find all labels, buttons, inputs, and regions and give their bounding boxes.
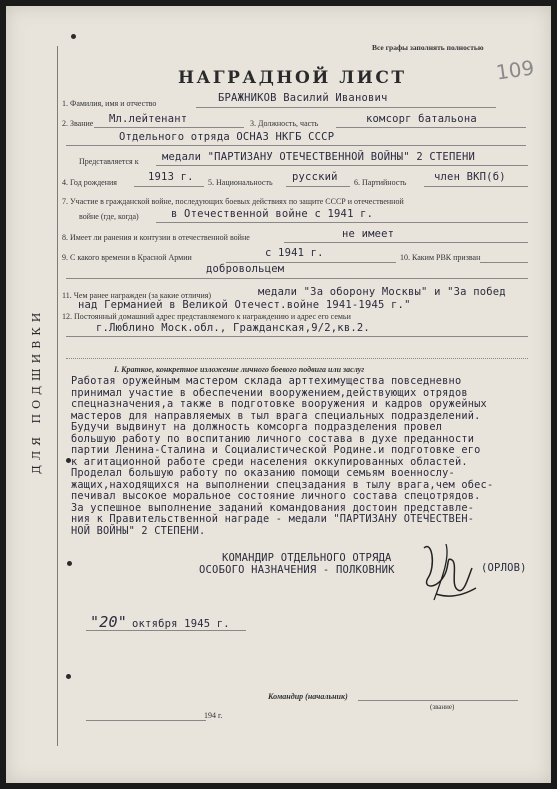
- field-4-value: 1913 г.: [148, 171, 194, 183]
- footer-commander: Командир (начальник): [268, 692, 348, 701]
- commander-signature: [406, 538, 486, 606]
- footer-rank: (звание): [430, 703, 455, 711]
- punch-hole: [67, 561, 72, 566]
- field-11-label: 11. Чем ранее награжден (за какие отличия): [62, 291, 212, 300]
- date-day: "20": [90, 613, 127, 631]
- commander-line-1: КОМАНДИР ОТДЕЛЬНОГО ОТРЯДА: [222, 552, 392, 564]
- field-9-value: с 1941 г.: [265, 247, 324, 259]
- field-9-label: 9. С какого времени в Красной Армии: [62, 253, 192, 262]
- presented-value: медали "ПАРТИЗАНУ ОТЕЧЕСТВЕННОЙ ВОЙНЫ" 2 СТЕПЕНИ: [162, 151, 476, 163]
- footer-year: 194 г.: [204, 711, 223, 720]
- feat-line: За успешное выполнение заданий командования достоин представле-: [71, 501, 475, 514]
- field-5-label: 5. Национальность: [208, 178, 273, 187]
- field-1-value: БРАЖНИКОВ Василий Иванович: [218, 92, 388, 104]
- field-4-label: 4. Год рождения: [62, 178, 117, 187]
- pencil-number: 109: [494, 55, 536, 85]
- commander-line-2: ОСОБОГО НАЗНАЧЕНИЯ - ПОЛКОВНИК: [199, 564, 395, 576]
- field-8-label: 8. Имеет ли ранения и контузии в отечественной войне: [62, 233, 250, 242]
- feat-line: к агитационной работе среди населения оккупированных областей.: [71, 455, 468, 468]
- binding-margin-line: [57, 46, 58, 746]
- field-3-label: 3. Должность, часть: [250, 119, 319, 128]
- section-heading: I. Краткое, конкретное изложение личного боевого подвига или заслуг: [114, 365, 365, 374]
- feat-line: большую работу по воспитанию личного состава в духе преданности: [71, 432, 475, 445]
- field-10-value: добровольцем: [206, 263, 285, 275]
- field-6-value: член ВКП(б): [434, 171, 506, 183]
- date-rest: октября 1945 г.: [132, 618, 230, 630]
- field-10-label: 10. Каким РВК призван: [400, 253, 481, 262]
- field-7-label-a: 7. Участие в гражданской войне, последующих боевых действиях по защите СССР и отечественной: [62, 197, 404, 206]
- field-2-label: 2. Звание: [62, 119, 94, 128]
- feat-line: НОЙ ВОЙНЫ" 2 СТЕПЕНИ.: [71, 524, 206, 537]
- commander-name: (ОРЛОВ): [481, 562, 527, 574]
- punch-hole: [71, 34, 76, 39]
- feat-line: Будучи выдвинут на должность комсорга подразделения провел: [71, 421, 443, 433]
- field-7-value: в Отечественной войне с 1941 г.: [171, 208, 374, 220]
- feat-line: партии Ленина-Сталина и Социалистической Родине.и подготовке его: [71, 444, 481, 456]
- field-12-value: г.Люблино Моск.обл., Гражданская,9/2,кв.2.: [96, 322, 370, 334]
- presented-label: Представляется к: [79, 157, 139, 166]
- feat-line: ния к Правительственной награде - медали "ПАРТИЗАНУ ОТЕЧЕСТВЕН-: [71, 513, 475, 525]
- field-6-label: 6. Партийность: [354, 178, 407, 187]
- header-note: Все графы заполнять полностью: [372, 43, 484, 52]
- field-11-value-b: над Германией в Великой Отечест.войне 1941-1945 г.": [78, 299, 411, 311]
- feat-text: [71, 376, 551, 537]
- field-8-value: не имеет: [342, 228, 395, 240]
- feat-line: Проделал большую работу по оказанию помощи семьям военнослу-: [71, 467, 455, 479]
- field-11-value-a: медали "За оборону Москвы" и "За побед: [258, 286, 506, 298]
- page-title: НАГРАДНОЙ ЛИСТ: [178, 68, 407, 88]
- punch-hole: [66, 674, 71, 679]
- field-7-label-b: войне (где, когда): [79, 212, 139, 221]
- field-3-value: комсорг батальона: [366, 113, 477, 125]
- field-1-label: 1. Фамилия, имя и отчество: [62, 99, 157, 108]
- feat-line: принимал участие в обеспечении вооружением,действующих отрядов: [71, 386, 468, 399]
- field-5-value: русский: [292, 171, 338, 183]
- feat-line: Работая оружейным мастером склада арттехимущества повседневно: [71, 375, 462, 387]
- field-2-value: Мл.лейтенант: [109, 113, 188, 125]
- feat-line: спецназначения,а также в подготовке вооружения и кадров оружейных: [71, 398, 487, 410]
- feat-line: печивал высокое моральное состояние личного состава спецотрядов.: [71, 490, 481, 502]
- binding-label: ДЛЯ ПОДШИВКИ: [30, 307, 43, 475]
- feat-line: жащих,находящихся на выполнении спецзадания в тылу врага,чем обес-: [71, 478, 494, 491]
- field-12-label: 12. Постоянный домашний адрес представляемого к награждению и адрес его семьи: [62, 312, 351, 321]
- feat-line: мастеров для направляемых в тыл врага специальных подразделений.: [71, 409, 481, 422]
- award-sheet: [6, 6, 551, 783]
- unit-value: Отдельного отряда ОСНАЗ НКГБ СССР: [119, 131, 335, 143]
